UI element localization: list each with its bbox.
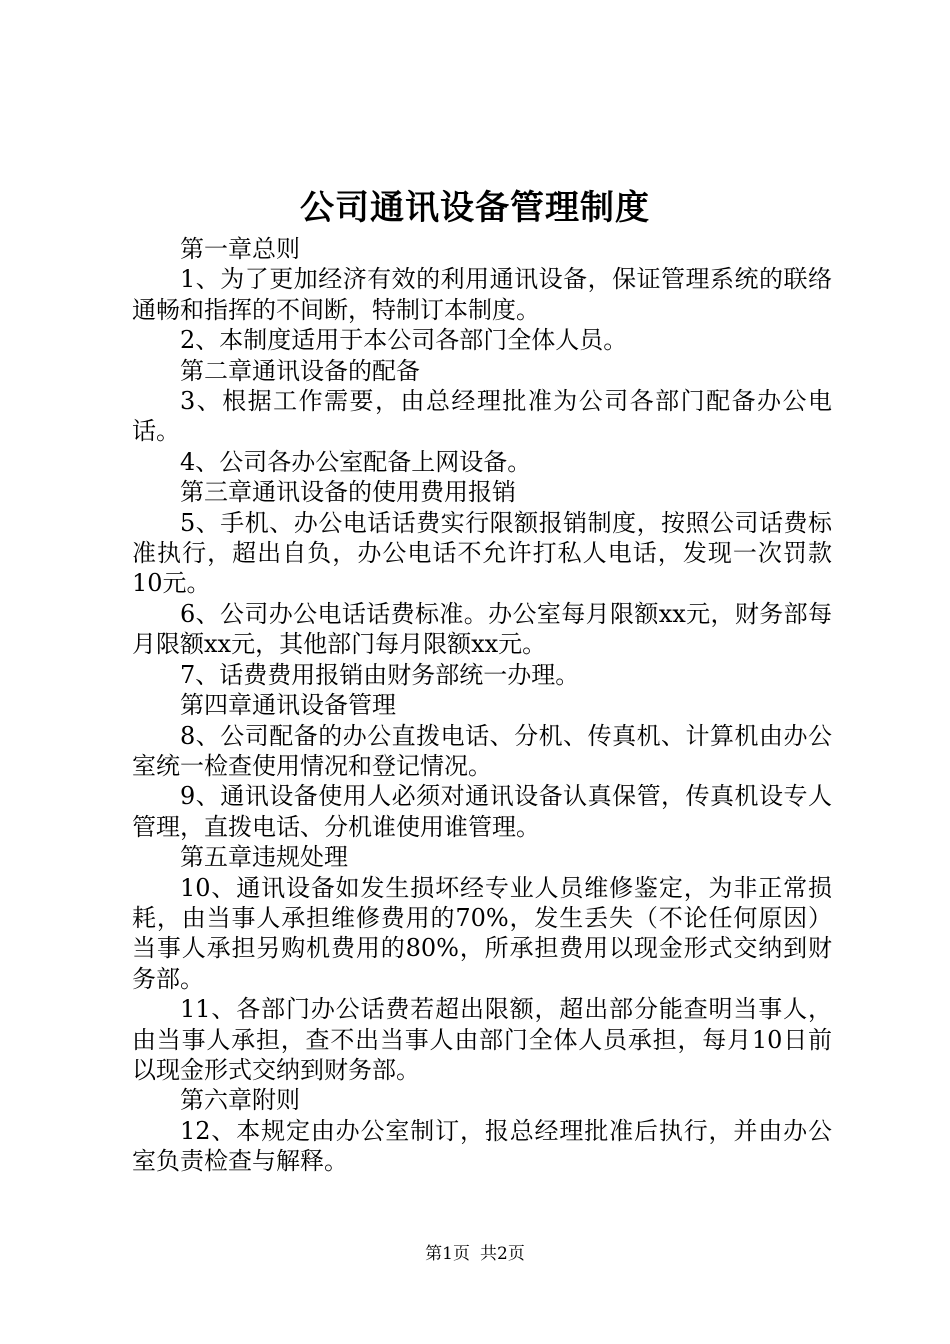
- page-number-current: 第1页: [425, 1244, 470, 1264]
- article-paragraph: 8、公司配备的办公直拨电话、分机、传真机、计算机由办公室统一检查使用情况和登记情况。: [132, 721, 832, 780]
- article-paragraph: 7、话费费用报销由财务部统一办理。: [180, 660, 580, 689]
- article-paragraph: 9、通讯设备使用人必须对通讯设备认真保管，传真机设专人管理，直拨电话、分机谁使用谁管理。: [132, 782, 832, 841]
- article-paragraph: 6、公司办公电话话费标准。办公室每月限额xx元，财务部每月限额xx元，其他部门每月限额xx元。: [132, 599, 832, 659]
- article-paragraph: 3、根据工作需要，由总经理批准为公司各部门配备办公电话。: [132, 387, 832, 446]
- chapter-heading: 第六章附则: [180, 1086, 300, 1115]
- article-paragraph: 5、手机、办公电话话费实行限额报销制度，按照公司话费标准执行，超出自负，办公电话不允许打私人电话，发现一次罚款10元。: [132, 508, 832, 598]
- chapter-heading: 第一章总则: [180, 235, 300, 263]
- page-number-total: 共2页: [480, 1244, 525, 1264]
- article-paragraph: 2、本制度适用于本公司各部门全体人员。: [180, 326, 628, 355]
- chapter-heading: 第二章通讯设备的配备: [180, 356, 420, 385]
- document-title: 公司通讯设备管理制度: [300, 188, 650, 228]
- chapter-heading: 第五章违规处理: [180, 843, 348, 872]
- article-paragraph: 10、通讯设备如发生损坏经专业人员维修鉴定，为非正常损耗，由当事人承担维修费用的70%，发生丢失（不论任何原因）当事人承担另购机费用的80%，所承担费用以现金形式交纳到财务部。: [132, 873, 832, 993]
- article-paragraph: 1、为了更加经济有效的利用通讯设备，保证管理系统的联络通畅和指挥的不间断，特制订本制度。: [132, 265, 832, 324]
- article-paragraph: 4、公司各办公室配备上网设备。: [180, 447, 532, 476]
- chapter-heading: 第四章通讯设备管理: [180, 691, 396, 720]
- chapter-heading: 第三章通讯设备的使用费用报销: [180, 478, 516, 507]
- article-paragraph: 12、本规定由办公室制订，报总经理批准后执行，并由办公室负责检查与解释。: [132, 1116, 832, 1176]
- document-body: [132, 234, 832, 1177]
- page-footer: [0, 1242, 950, 1266]
- article-paragraph: 11、各部门办公话费若超出限额，超出部分能查明当事人，由当事人承担，查不出当事人由部门全体人员承担，每月10日前以现金形式交纳到财务部。: [132, 995, 832, 1084]
